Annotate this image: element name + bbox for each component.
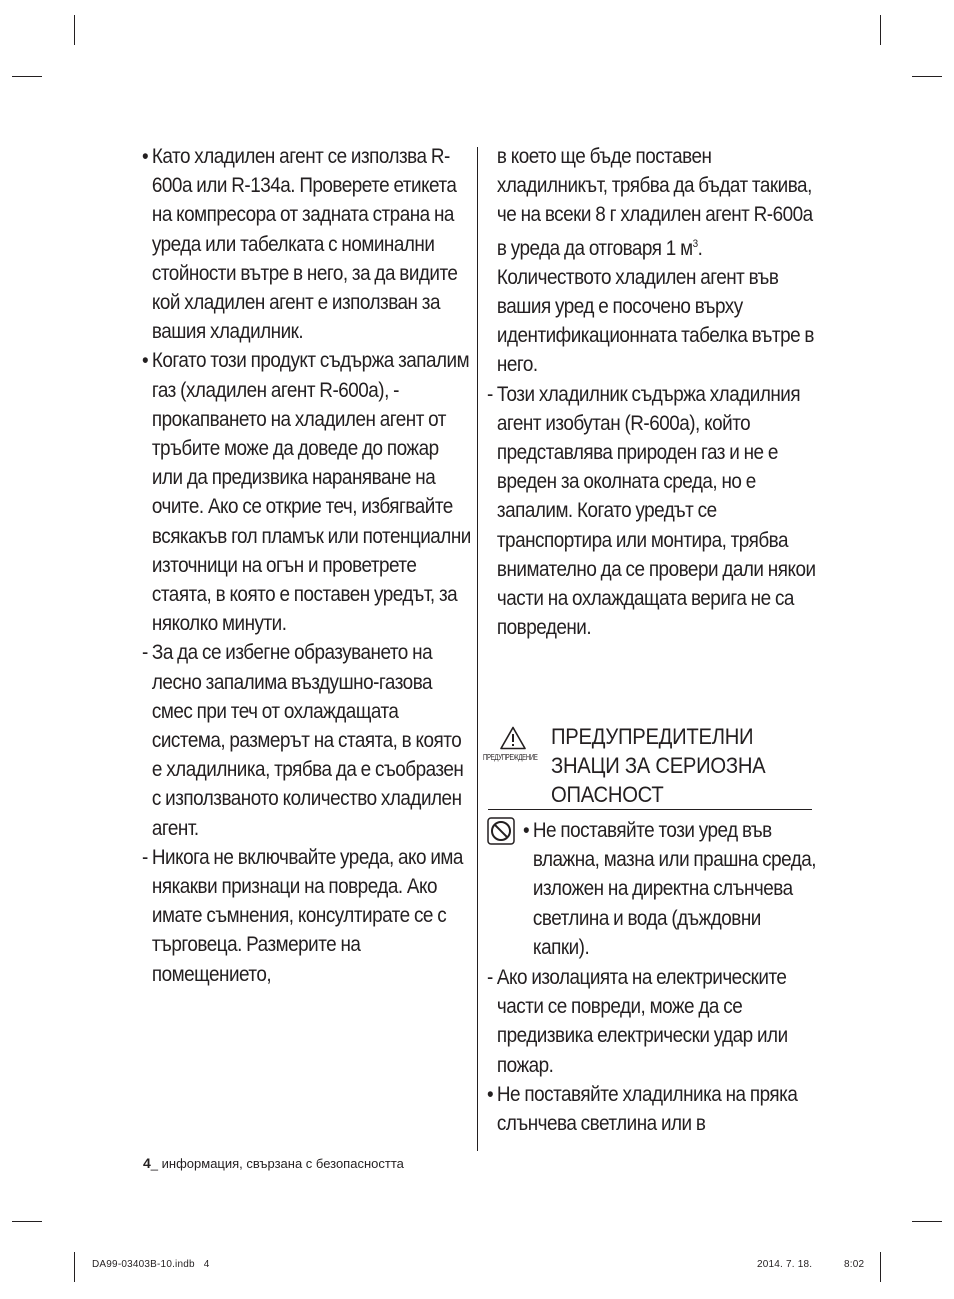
dash-marker: - <box>142 641 148 665</box>
item-text: Не поставяйте този уред във влажна, мазна или прашна среда, изложен на директна слънчева светлина и вода (дъждовни капки). <box>532 819 817 959</box>
continuation-paragraph <box>487 142 818 263</box>
dash-marker: - <box>487 382 493 406</box>
page-number: 4 <box>143 1155 151 1171</box>
item-text: Не поставяйте хладилника на пряка слънчева светлина или в <box>496 1082 798 1136</box>
crop-mark <box>912 1221 942 1222</box>
list-item <box>142 346 471 638</box>
item-text: Този хладилник съдържа хладилния агент изобутан (R-600a), който представлява природен газ и не е вреден за околната среда, но е запалим. Когато уредът се транспортира или монтира, трябва внимателно да се провери дали някои части на охлаждащата верига не са повредени. <box>496 382 816 640</box>
warning-triangle-icon <box>500 726 526 750</box>
dash-marker: - <box>142 845 148 869</box>
crop-mark <box>880 15 881 45</box>
column-divider <box>477 147 478 1151</box>
page-footer <box>143 1155 404 1171</box>
list-item <box>523 816 817 962</box>
crop-mark <box>74 1252 75 1282</box>
left-column <box>142 142 471 989</box>
item-text: . <box>697 236 703 260</box>
list-item <box>487 1080 818 1138</box>
print-file-name <box>92 1259 209 1270</box>
crop-mark <box>12 1221 42 1222</box>
bullet-marker: • <box>487 1082 494 1106</box>
item-text: Когато този продукт съдържа запалим газ (хладилен агент R-600a), - прокапването на хладилен агент от тръбите може да доведе до пожар или да предизвика нараняване на очите. Ако се открие теч, избягвайте всякакъв гол пламък или потенциални източници на огън и проветрете стаята, в която е поставен уредът, за няколко минути. <box>151 349 471 636</box>
warning-title-line: ПРЕДУПРЕДИТЕЛНИ <box>551 724 754 749</box>
warning-title-line: ОПАСНОСТ <box>551 782 664 807</box>
prohibition-icon <box>487 817 515 845</box>
warning-title <box>551 722 765 809</box>
bullet-marker: • <box>142 145 149 168</box>
list-item <box>142 638 471 842</box>
section-name: информация, свързана с безопасността <box>161 1156 404 1171</box>
list-item <box>487 380 818 643</box>
warning-rule <box>488 809 812 810</box>
right-column-bottom <box>487 963 818 1138</box>
item-text: Ако изолацията на електрическите части се повреди, може да се предизвика електрически удар или пожар. <box>496 966 788 1077</box>
print-date: 2014. 7. 18. <box>757 1259 813 1270</box>
item-text: Никога не включвайте уреда, ако има някакви признаци на повреда. Ако имате съмнения, консултирате се с търговеца. Размерите на помещението, <box>151 845 463 986</box>
right-column-top <box>487 142 818 642</box>
crop-mark <box>912 76 942 77</box>
dash-marker: - <box>487 966 493 989</box>
page-number-suffix: _ <box>150 1156 159 1171</box>
item-text: Количеството хладилен агент във вашия уред е посочено върху идентификационната табелка вътре в него. <box>496 265 814 377</box>
list-item <box>142 142 471 346</box>
warning-heading <box>478 720 814 810</box>
warning-title-line: ЗНАЦИ ЗА СЕРИОЗНА <box>551 753 766 778</box>
bullet-marker: • <box>142 349 149 373</box>
list-item <box>142 843 471 989</box>
paragraph <box>487 263 818 380</box>
crop-mark <box>880 1252 881 1282</box>
crop-mark <box>74 15 75 45</box>
print-page: 4 <box>203 1259 210 1270</box>
superscript: 3 <box>692 237 698 250</box>
print-file: DA99-03403B-10.indb <box>92 1259 195 1270</box>
item-text: Като хладилен агент се използва R-600a или R-134a. Проверете етикета на компресора от задната страна на уреда или табелката с номинални стойности вътре в него, за да видите кой хладилен агент е използван за вашия хладилник. <box>151 145 458 344</box>
crop-mark <box>12 76 42 77</box>
print-time: 8:02 <box>844 1259 865 1270</box>
warning-icon-label: ПРЕДУПРЕЖДЕНИЕ <box>483 753 538 762</box>
right-column-bottom <box>523 816 817 962</box>
list-item <box>487 963 818 1080</box>
item-text: в което ще бъде поставен хладилникът, трябва да бъдат такива, че на всеки 8 г хладилен агент R-600a в уреда да отговаря 1 м <box>496 145 813 260</box>
bullet-marker: • <box>523 819 530 842</box>
item-text: За да се избегне образуването на лесно запалима въздушно-газова смес при теч от охлаждащата система, размерът на стаята, в която е хладилника, трябва да е съобразен с използваното количество хладилен агент. <box>151 641 464 840</box>
